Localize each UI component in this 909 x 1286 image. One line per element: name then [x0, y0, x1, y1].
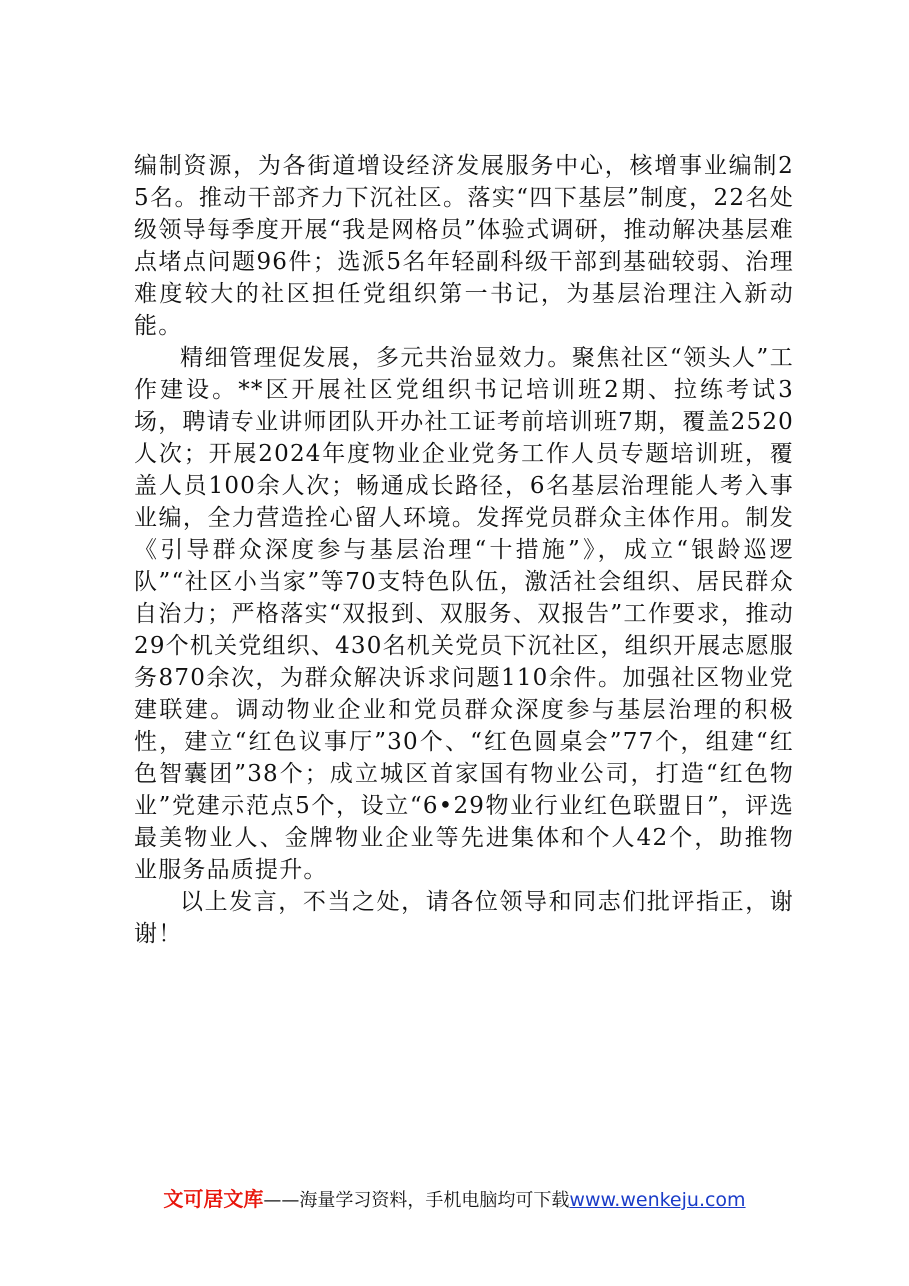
footer-slogan: ——海量学习资料，手机电脑均可下载	[263, 1190, 570, 1211]
footer-website-link[interactable]: www.wenkeju.com	[569, 1189, 746, 1211]
paragraph-continued: 编制资源，为各街道增设经济发展服务中心，核增事业编制25名。推动干部齐力下沉社区。落实“四下基层”制度，22名处级领导每季度开展“我是网格员”体验式调研，推动解决基层难点堵点问题96件；选派5名年轻副科级干部到基础较弱、治理难度较大的社区担任党组织第一书记，为基层治理注入新动能。	[134, 153, 794, 339]
footer-brand: 文可居文库	[163, 1187, 264, 1211]
footer-banner	[0, 1183, 909, 1212]
paragraph-governance: 精细管理促发展，多元共治显效力。聚焦社区“领头人”工作建设。**区开展社区党组织书记培训班2期、拉练考试3场，聘请专业讲师团队开办社工证考前培训班7期，覆盖2520人次；开展2024年度物业企业党务工作人员专题培训班，覆盖人员100余人次；畅通成长路径，6名基层治理能人考入事业编，全力营造拴心留人环境。发挥党员群众主体作用。制发《引导群众深度参与基层治理“十措施”》，成立“银龄巡逻队”“社区小当家”等70支特色队伍，激活社会组织、居民群众自治力；严格落实“双报到、双服务、双报告”工作要求，推动29个机关党组织、430名机关党员下沉社区，组织开展志愿服务870余次，为群众解决诉求问题110余件。加强社区物业党建联建。调动物业企业和党员群众深度参与基层治理的积极性，建立“红色议事厅”30个、“红色圆桌会”77个，组建“红色智囊团”38个；成立城区首家国有物业公司，打造“红色物业”党建示范点5个，设立“6•29物业行业红色联盟日”，评选最美物业人、金牌物业企业等先进集体和个人42个，助推物业服务品质提升。	[134, 345, 794, 883]
paragraph-closing: 以上发言，不当之处，请各位领导和同志们批评指正，谢谢！	[134, 889, 794, 947]
document-body	[134, 150, 794, 950]
